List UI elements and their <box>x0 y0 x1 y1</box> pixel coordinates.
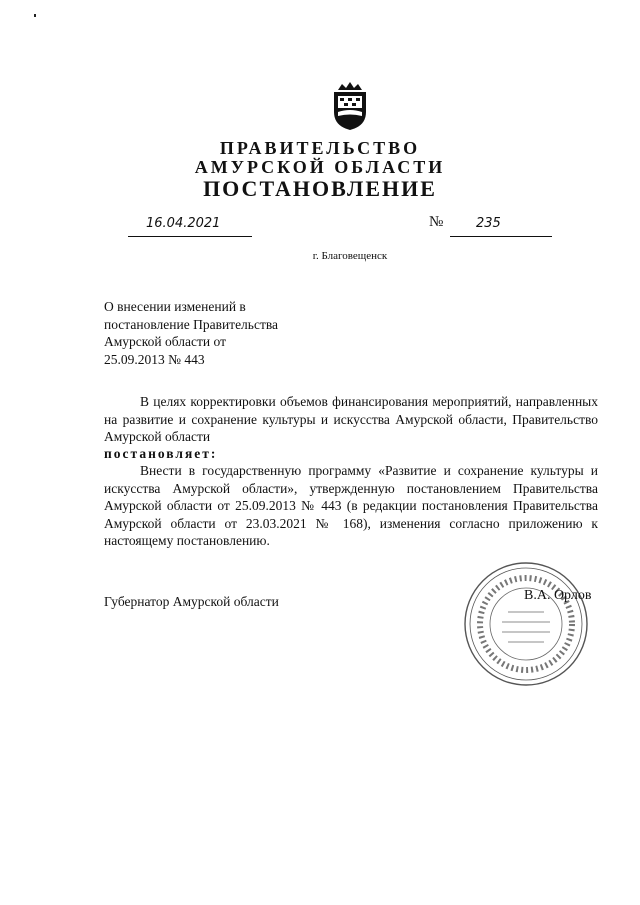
scan-speck <box>34 14 36 17</box>
subject-line: постановление Правительства <box>104 316 279 332</box>
decree-word: постановляет: <box>104 446 218 461</box>
subject-block <box>104 298 334 368</box>
document-type-title: ПОСТАНОВЛЕНИЕ <box>203 176 437 201</box>
date-value: 16.04.2021 <box>146 216 221 231</box>
gov-title-line2: АМУРСКОЙ ОБЛАСТИ <box>194 157 446 177</box>
date-field <box>128 216 252 237</box>
decree-paragraph <box>104 462 598 550</box>
signatory-name: В.А. Орлов <box>524 588 592 603</box>
preamble-text: В целях корректировки объемов финансирования мероприятий, направленных на развитие и сохранение культуры и искусства Амурской области, Правительство Амурской области <box>104 394 598 444</box>
gov-title-line1: ПРАВИТЕЛЬСТВО <box>219 138 421 158</box>
number-field <box>450 216 552 237</box>
subject-line: 25.09.2013 № 443 <box>104 351 205 367</box>
city-label: г. Благовещенск <box>312 250 388 262</box>
number-label: № <box>429 214 444 230</box>
subject-line: О внесении изменений в <box>104 299 246 314</box>
official-seal-stamp <box>462 560 590 688</box>
subject-line: Амурской области от <box>104 334 226 349</box>
coat-of-arms-icon <box>328 80 372 132</box>
preamble-paragraph <box>104 393 598 446</box>
number-value: 235 <box>476 216 501 231</box>
signatory-title: Губернатор Амурской области <box>104 594 279 609</box>
decree-text: Внести в государственную программу «Развитие и сохранение культуры и искусства Амурской области», утвержденную постановлением Правительства Амурской области от 25.09.2013 № 443 (в редакции постановления Правительства Амурской области от 23.03.2021 № 168), изменения согласно приложению к настоящему постановлению. <box>104 463 598 548</box>
